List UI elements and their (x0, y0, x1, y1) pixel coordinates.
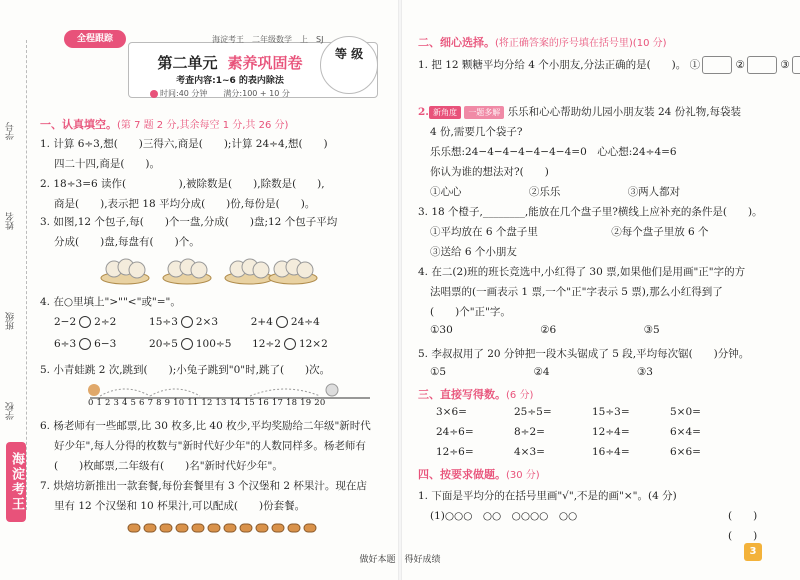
new-angle-chip: 新角度 (429, 106, 461, 119)
section-3-note: (6 分) (506, 390, 534, 401)
r3-option: ①平均放在 6 个盘子里 (430, 226, 538, 238)
number-line-labels: 0 1 2 3 4 5 6 7 8 9 10 11 12 13 14 15 16 17 18 19 20 (88, 398, 326, 408)
compare-right: 2×3 (195, 316, 219, 328)
unit-name: 第二单元 (157, 54, 218, 72)
burger-icon (240, 524, 252, 532)
compare-left: 20÷5 (149, 338, 178, 350)
frog-icon (88, 384, 100, 396)
tracking-badge: 全程跟踪 (64, 30, 126, 48)
brand-stamp: 海淀考王 (6, 442, 26, 522)
section-3-title (418, 386, 533, 402)
r5-option: ③3 (636, 366, 653, 378)
r2-line1: 2. 新角度 一题多解 乐乐和心心帮助幼儿园小朋友装 24 份礼物,每袋装 (418, 106, 742, 118)
time-score-text: 时间:40 分钟 满分:100 + 10 分 (160, 89, 290, 98)
section-1-title (40, 116, 288, 132)
q6-line3: ( )枚邮票,二年级有( )名"新时代好少年"。 (54, 460, 283, 472)
r2-line3: 乐乐想:24−4−4−4−4−4−4=0 心心想:24÷4=6 (430, 146, 677, 158)
q1-line1: 1. 计算 6÷3,想( )三得六,商是( );计算 24÷4,想( ) (40, 138, 328, 150)
burger-icon (256, 524, 268, 532)
q6-line2: 好少年",每人分得的枚数与"新时代好少年"的人数同样多。杨老师有 (54, 440, 366, 452)
calc-item: 25÷5= (514, 406, 552, 418)
r2-option: ②乐乐 (528, 186, 561, 198)
frog-jump-arc (150, 389, 200, 396)
burger-icon (208, 524, 220, 532)
time-score (150, 88, 290, 99)
compare-circle[interactable] (181, 338, 193, 350)
r3-options-1 (430, 224, 709, 239)
q2-line2: 商是( ),表示把 18 平均分成( )份,每份是( )。 (54, 198, 316, 210)
section-4-title (418, 466, 540, 482)
s1b-answer[interactable]: ( ) (728, 530, 758, 542)
unit-title (130, 52, 330, 73)
r4-option: ②6 (540, 324, 557, 336)
grade-label: 等 级 (334, 47, 364, 61)
calc-item: 6×6= (670, 446, 701, 458)
page-number: 3 (744, 543, 762, 561)
r3-option: ②每个盘子里放 6 个 (611, 226, 709, 238)
q4-row-1 (54, 316, 320, 328)
candy-box-icon (747, 56, 777, 74)
s1a-answer[interactable]: ( ) (728, 510, 758, 522)
binding-school: 学校 (6, 402, 16, 420)
section-3-heading: 三、直接写得数。 (418, 388, 506, 401)
bun-plate (163, 259, 211, 284)
burger-icon (288, 524, 300, 532)
binding-line (26, 40, 27, 510)
footer-slogan: 做好本题 得好成绩 (359, 555, 441, 565)
compare-circle[interactable] (276, 316, 288, 328)
r2-option: ③两人都对 (627, 186, 681, 198)
burger-icon (128, 524, 140, 532)
q3-line1: 3. 如图,12 个包子,每( )个一盘,分成( )盘;12 个包子平均 (40, 216, 338, 228)
r4-line2: 法唱票的(一画表示 1 票,一个"正"字表示 5 票),那么小红得到了 (430, 286, 723, 298)
s1a-line: (1)○○○ ○○ ○○○○ ○○ (430, 510, 578, 522)
compare-circle[interactable] (284, 338, 296, 350)
s1-line: 1. 下面是平均分的在括号里画"√",不是的画"×"。(4 分) (418, 490, 677, 502)
frog-jump-arc (100, 389, 150, 396)
clock-icon (150, 90, 158, 98)
calc-item: 4×3= (514, 446, 545, 458)
calc-item: 12÷4= (592, 426, 630, 438)
compare-right: 24÷4 (290, 316, 320, 328)
section-4-heading: 四、按要求做题。 (418, 468, 506, 481)
burger-juice-illustration (126, 516, 356, 540)
compare-right: 2÷2 (94, 316, 117, 328)
calc-item: 12÷6= (436, 446, 474, 458)
section-4-note: (30 分) (506, 470, 540, 481)
compare-left: 12÷2 (252, 338, 281, 350)
binding-class: 班级 (6, 312, 16, 330)
bun-plate (101, 259, 149, 284)
r1-option: ① (689, 59, 701, 71)
q3-line2: 分成( )盘,每盘有( )个。 (54, 236, 200, 248)
r2-line4: 你认为谁的想法对?( ) (430, 166, 549, 178)
q7-line2: 里有 12 个汉堡和 10 杯果汁,可以配成( )份套餐。 (54, 500, 306, 512)
burger-icon (144, 524, 156, 532)
calc-item: 5×0= (670, 406, 701, 418)
burger-icon (224, 524, 236, 532)
burger-icon (176, 524, 188, 532)
multi-solution-chip: 一题多解 (464, 106, 504, 119)
calc-item: 8÷2= (514, 426, 545, 438)
binding-name: 姓名 (6, 212, 16, 230)
compare-left: 15÷3 (149, 316, 178, 328)
compare-left: 6÷3 (54, 338, 77, 350)
r1-option: ② (735, 59, 745, 71)
compare-right: 12×2 (298, 338, 328, 350)
calc-row-3 (436, 446, 701, 458)
r4-option: ③5 (643, 324, 660, 336)
q2-line1: 2. 18÷3=6 读作( ),被除数是( ),除数是( ), (40, 178, 325, 190)
r1-line (418, 56, 800, 74)
section-2-note: (将正确答案的序号填在括号里)(10 分) (495, 38, 667, 49)
q1-line2: 四二十四,商是( )。 (54, 158, 161, 170)
grade-circle (320, 36, 378, 94)
calc-row-1 (436, 406, 701, 418)
compare-right: 100÷5 (195, 338, 232, 350)
q6-line1: 6. 杨老师有一些邮票,比 30 枚多,比 40 枚少,平均奖励给二年级"新时代 (40, 420, 371, 432)
q7-line1: 7. 烘焙坊新推出一款套餐,每份套餐里有 3 个汉堡和 2 杯果汁。现在店 (40, 480, 367, 492)
r4-line3: ( )个"正"字。 (430, 306, 511, 318)
r2-line2: 4 份,需要几个袋子? (430, 126, 523, 138)
bun-plate (269, 259, 317, 284)
r4-options (430, 324, 660, 336)
rabbit-icon (326, 384, 338, 396)
r5-option: ②4 (533, 366, 550, 378)
burger-icon (272, 524, 284, 532)
unit-accent: 素养巩固卷 (227, 54, 303, 72)
r4-option: ①30 (430, 324, 453, 336)
compare-left: 2−2 (54, 316, 77, 328)
r1-option: ③ (780, 59, 790, 71)
q5-line: 5. 小青蛙跳 2 次,跳到( );小兔子跳到"0"时,跳了( )次。 (40, 364, 331, 376)
r2-option: ①心心 (430, 186, 462, 198)
calc-item: 6×4= (670, 426, 701, 438)
r4-line1: 4. 在二(2)班的班长竞选中,小红得了 30 票,如果他们是用画"正"字的方 (418, 266, 746, 278)
q4-row-2 (54, 338, 328, 350)
r2-text: 乐乐和心心帮助幼儿园小朋友装 24 份礼物,每袋装 (507, 106, 742, 118)
compare-circle[interactable] (79, 338, 91, 350)
candy-box-icon (702, 56, 732, 74)
r5-line: 5. 李叔叔用了 20 分钟把一段木头锯成了 5 段,平均每次锯( )分钟。 (418, 348, 750, 360)
burger-icon (192, 524, 204, 532)
page-fold (398, 0, 402, 580)
calc-item: 24÷6= (436, 426, 474, 438)
r5-option: ①5 (430, 366, 447, 378)
calc-row-2 (436, 426, 701, 438)
r3-line: 3. 18 个橙子,________,能放在几个盘子里?横线上应补充的条件是( )。 (418, 206, 763, 218)
compare-circle[interactable] (181, 316, 193, 328)
r1-text: 1. 把 12 颗糖平均分给 4 个小朋友,分法正确的是( )。 (418, 59, 687, 71)
r2-options (430, 184, 680, 199)
candy-box-icon (792, 56, 800, 74)
binding-student-id: 学号 (6, 122, 16, 140)
section-1-heading: 一、认真填空。 (40, 118, 117, 131)
r5-options (430, 366, 653, 378)
compare-left: 2+4 (250, 316, 273, 328)
q4-title: 4. 在○里填上">""<"或"="。 (40, 296, 181, 308)
burger-icon (304, 524, 316, 532)
bun-plate (225, 259, 273, 284)
calc-item: 16÷4= (592, 446, 630, 458)
calc-item: 3×6= (436, 406, 467, 418)
r3-option-3: ③送给 6 个小朋友 (430, 246, 517, 258)
check-content: 考查内容:1~6 的表内除法 (176, 76, 284, 86)
section-1-note: (第 7 题 2 分,其余每空 1 分,共 26 分) (117, 120, 289, 131)
calc-item: 15÷3= (592, 406, 630, 418)
compare-circle[interactable] (79, 316, 91, 328)
compare-right: 6−3 (94, 338, 117, 350)
rabbit-jump-arc (250, 389, 320, 396)
section-2-title (418, 34, 667, 50)
section-2-heading: 二、细心选择。 (418, 36, 495, 49)
burger-icon (160, 524, 172, 532)
buns-illustration (100, 252, 320, 286)
header-meta: 海淀考王 二年级数学 上 SJ (212, 35, 324, 44)
